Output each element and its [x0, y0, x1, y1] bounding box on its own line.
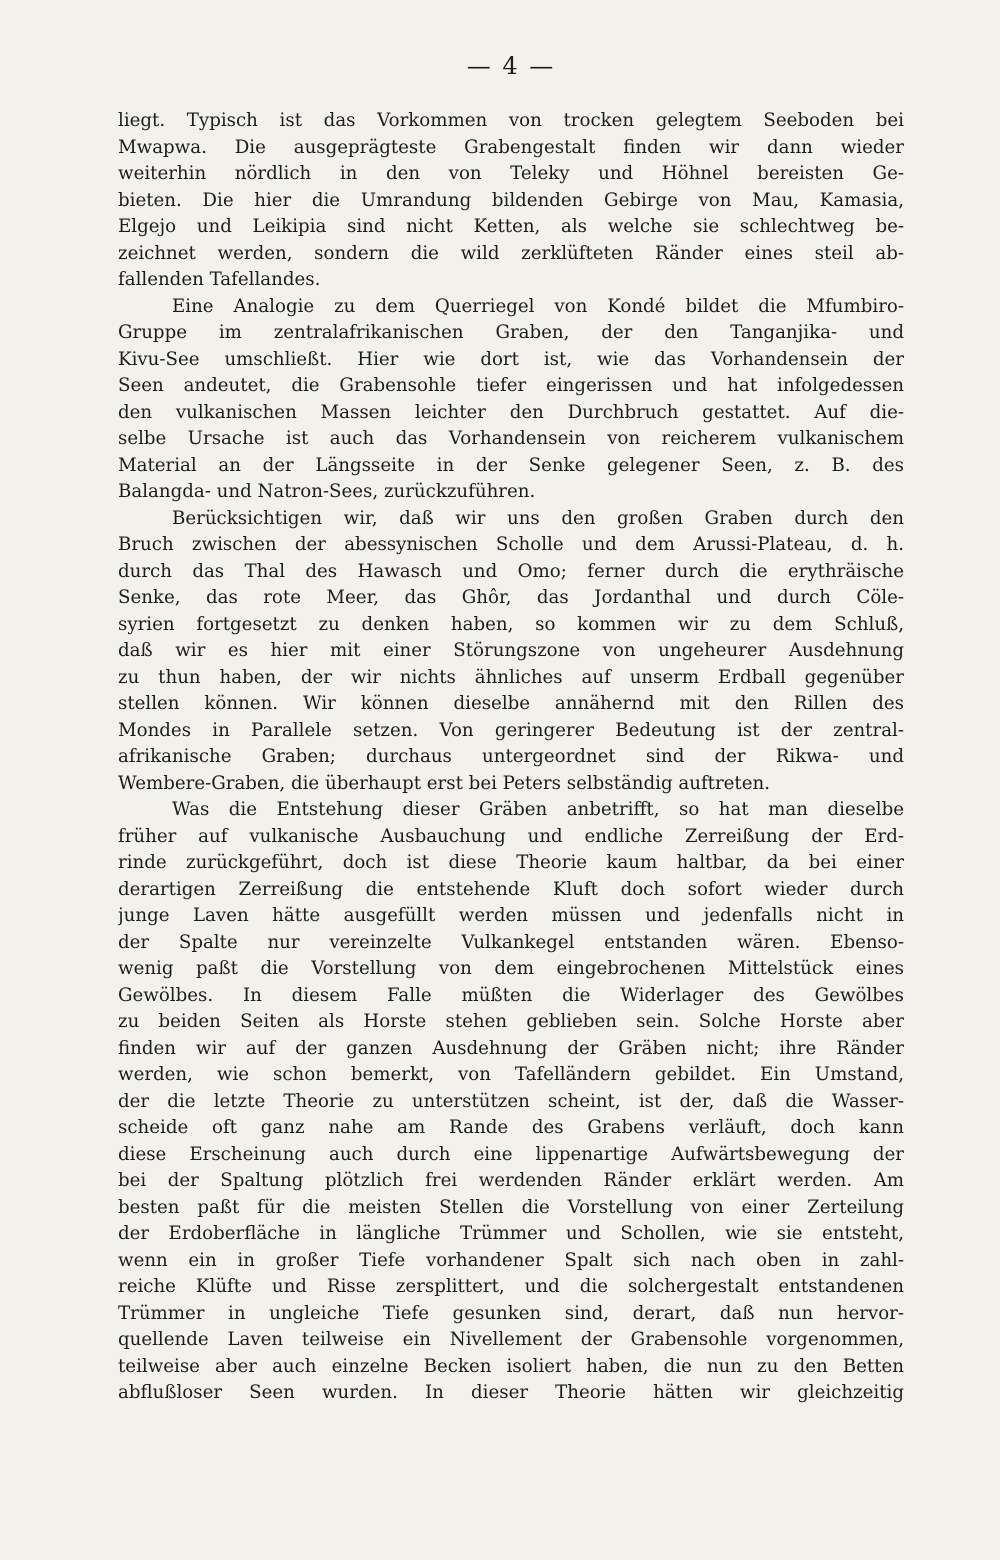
text-line: weiterhin nördlich in den von Teleky und Höhnel bereisten Ge-: [118, 163, 904, 184]
text-line: Eine Analogie zu dem Querriegel von Kondé bildet die Mfumbiro-: [172, 295, 904, 317]
text-line: wenig paßt die Vorstellung von dem eingebrochenen Mittelstück eines: [118, 958, 904, 979]
paragraph: [118, 506, 904, 798]
text-line: zu beiden Seiten als Horste stehen geblieben sein. Solche Horste aber: [118, 1011, 904, 1032]
text-line: liegt. Typisch ist das Vorkommen von trocken gelegtem Seeboden bei: [118, 110, 904, 131]
text-line: finden wir auf der ganzen Ausdehnung der Gräben nicht; ihre Ränder: [118, 1037, 904, 1059]
text-line: daß wir es hier mit einer Störungszone von ungeheurer Ausdehnung: [118, 640, 904, 661]
text-line: zu thun haben, der wir nichts ähnliches auf unserm Erdball gegenüber: [118, 666, 904, 688]
text-line: scheide oft ganz nahe am Rande des Grabens verläuft, doch kann: [118, 1117, 904, 1138]
text-line: Kivu-See umschließt. Hier wie dort ist, wie das Vorhandensein der: [118, 348, 904, 370]
text-line: Bruch zwischen der abessynischen Scholle und dem Arussi-Plateau, d. h.: [118, 534, 904, 555]
text-line: stellen können. Wir können dieselbe annähernd mit den Rillen des: [118, 693, 904, 714]
text-line: Seen andeutet, die Grabensohle tiefer eingerissen und hat infolgedessen: [118, 375, 904, 396]
text-line: diese Erscheinung auch durch eine lippenartige Aufwärtsbewegung der: [118, 1143, 904, 1165]
text-line: teilweise aber auch einzelne Becken isoliert haben, die nun zu den Betten: [118, 1355, 904, 1377]
text-line: Was die Entstehung dieser Gräben anbetrifft, so hat man dieselbe: [172, 799, 904, 820]
text-line: Elgejo und Leikipia sind nicht Ketten, als welche sie schlechtweg be-: [118, 216, 904, 237]
text-line: fallenden Tafellandes.: [118, 269, 321, 290]
body-text: [118, 108, 904, 1407]
text-line: besten paßt für die meisten Stellen die Vorstellung von einer Zerteilung: [118, 1196, 904, 1218]
text-line: Wembere-Graben, die überhaupt erst bei Peters selbständig auftreten.: [118, 772, 771, 794]
text-line: den vulkanischen Massen leichter den Durchbruch gestattet. Auf die-: [118, 401, 904, 423]
text-line: zeichnet werden, sondern die wild zerklüfteten Ränder eines steil ab-: [118, 242, 904, 264]
paragraph: [118, 108, 904, 294]
text-line: selbe Ursache ist auch das Vorhandensein von reicherem vulkanischem: [118, 428, 904, 449]
text-line: syrien fortgesetzt zu denken haben, so kommen wir zu dem Schluß,: [118, 613, 904, 635]
text-line: früher auf vulkanische Ausbauchung und endliche Zerreißung der Erd-: [118, 825, 904, 847]
text-line: der die letzte Theorie zu unterstützen scheint, ist der, daß die Wasser-: [118, 1090, 904, 1112]
text-line: der Spalte nur vereinzelte Vulkankegel entstanden wären. Ebenso-: [118, 931, 904, 953]
text-line: abflußloser Seen wurden. In dieser Theorie hätten wir gleichzeitig: [118, 1382, 904, 1403]
text-line: Mwapwa. Die ausgeprägteste Grabengestalt finden wir dann wieder: [118, 136, 904, 158]
text-line: Trümmer in ungleiche Tiefe gesunken sind, derart, daß nun hervor-: [118, 1302, 904, 1324]
paragraph: [118, 797, 904, 1407]
text-line: durch das Thal des Hawasch und Omo; ferner durch die erythräische: [118, 560, 904, 582]
text-line: quellende Laven teilweise ein Nivellement der Grabensohle vorgenommen,: [118, 1329, 904, 1350]
text-line: reiche Klüfte und Risse zersplittert, und die solchergestalt entstandenen: [118, 1276, 904, 1297]
text-line: Balangda- und Natron-Sees, zurückzuführen.: [118, 481, 536, 502]
text-line: bieten. Die hier die Umrandung bildenden Gebirge von Mau, Kamasia,: [118, 189, 904, 211]
paragraph: [118, 294, 904, 506]
text-line: werden, wie schon bemerkt, von Tafelländern gebildet. Ein Umstand,: [118, 1064, 904, 1085]
text-line: bei der Spaltung plötzlich frei werdenden Ränder erklärt werden. Am: [118, 1170, 904, 1191]
text-line: Mondes in Parallele setzen. Von geringerer Bedeutung ist der zentral-: [118, 719, 904, 741]
text-line: afrikanische Graben; durchaus untergeordnet sind der Rikwa- und: [118, 746, 904, 767]
text-line: Gruppe im zentralafrikanischen Graben, der den Tanganjika- und: [118, 322, 904, 343]
text-line: rinde zurückgeführt, doch ist diese Theorie kaum haltbar, da bei einer: [118, 852, 904, 873]
text-line: junge Laven hätte ausgefüllt werden müssen und jedenfalls nicht in: [118, 905, 904, 926]
text-line: Gewölbes. In diesem Falle müßten die Widerlager des Gewölbes: [118, 984, 904, 1006]
text-line: wenn ein in großer Tiefe vorhandener Spalt sich nach oben in zahl-: [118, 1249, 904, 1271]
text-line: Senke, das rote Meer, das Ghôr, das Jordanthal und durch Cöle-: [118, 587, 904, 608]
text-line: derartigen Zerreißung die entstehende Kluft doch sofort wieder durch: [118, 878, 904, 900]
text-line: der Erdoberfläche in längliche Trümmer und Schollen, wie sie entsteht,: [118, 1223, 904, 1244]
text-line: Material an der Längsseite in der Senke gelegener Seen, z. B. des: [118, 454, 904, 476]
page-number: — 4 —: [466, 52, 556, 80]
text-line: Berücksichtigen wir, daß wir uns den großen Graben durch den: [172, 507, 904, 529]
